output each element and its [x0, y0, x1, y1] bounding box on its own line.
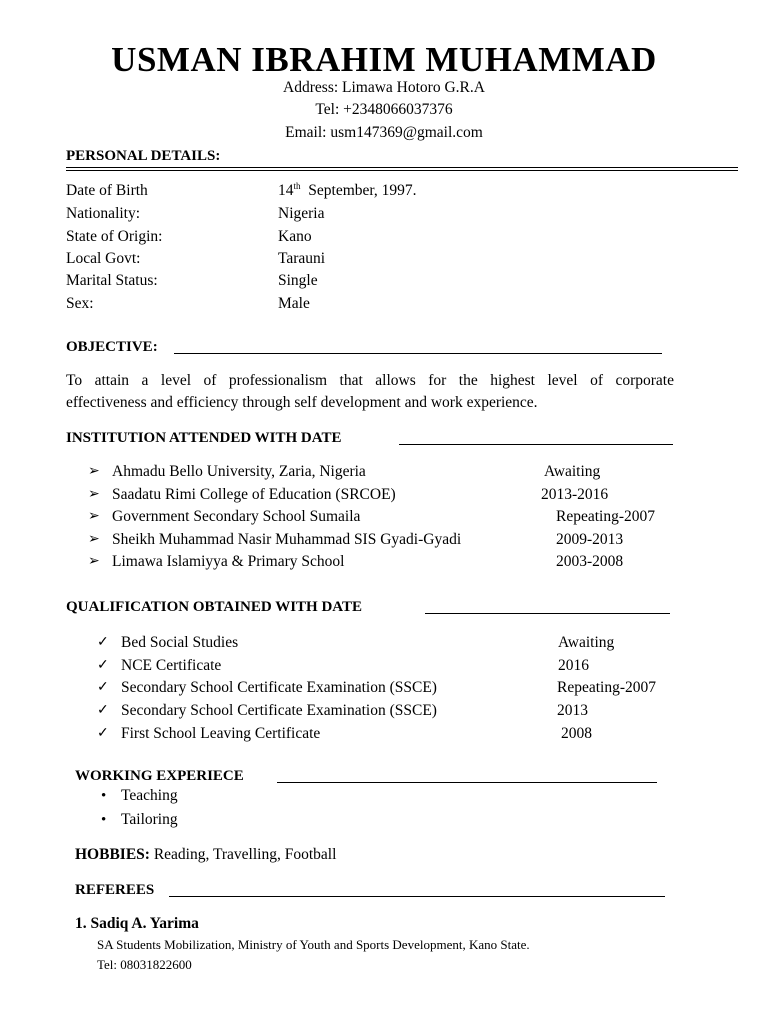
checkmark-icon: ✓: [97, 658, 109, 673]
arrow-bullet-icon: ➢: [88, 464, 100, 479]
hobbies-value: Reading, Travelling, Football: [149, 846, 337, 863]
institution-name: Ahmadu Bello University, Zaria, Nigeria: [112, 463, 366, 480]
detail-value: Kano: [278, 228, 312, 245]
qualification-name: First School Leaving Certificate: [121, 725, 321, 742]
arrow-bullet-icon: ➢: [88, 487, 100, 502]
personal-details-rule: [66, 167, 738, 168]
referee-name: 1. Sadiq A. Yarima: [75, 915, 199, 932]
detail-row-sex: [0, 294, 768, 314]
arrow-bullet-icon: ➢: [88, 509, 100, 524]
institution-date: 2003-2008: [556, 553, 624, 570]
work-item-text: Tailoring: [121, 811, 178, 828]
qualification-item: [0, 701, 768, 721]
qualifications-heading: QUALIFICATION OBTAINED WITH DATE: [66, 599, 363, 615]
institution-item: [0, 507, 768, 527]
institution-item: [0, 552, 768, 572]
arrow-bullet-icon: ➢: [88, 554, 100, 569]
bullet-icon: •: [101, 812, 107, 828]
detail-label: Nationality:: [66, 205, 141, 222]
institution-date: 2009-2013: [556, 531, 624, 548]
qualification-date: 2008: [561, 725, 592, 742]
detail-value: Nigeria: [278, 205, 325, 222]
checkmark-icon: ✓: [97, 726, 109, 741]
work-item-text: Teaching: [121, 787, 178, 804]
referee-phone: Tel: 08031822600: [97, 957, 192, 972]
detail-row-marital: [0, 271, 768, 291]
detail-row-dob: [0, 181, 768, 201]
detail-row-nationality: [0, 204, 768, 224]
work-heading: WORKING EXPERIECE: [75, 768, 244, 784]
institution-name: Saadatu Rimi College of Education (SRCOE): [112, 486, 396, 503]
institution-name: Limawa Islamiyya & Primary School: [112, 553, 345, 570]
institutions-rule: [399, 444, 673, 445]
institution-item: [0, 530, 768, 550]
qualification-name: Secondary School Certificate Examination (SSCE): [121, 679, 437, 696]
objective-heading: OBJECTIVE:: [66, 339, 158, 355]
qualification-date: 2013: [557, 702, 588, 719]
phone-line: Tel: +2348066037376: [315, 101, 453, 118]
objective-text: To attain a level of professionalism that allows for the highest level of corporate effectiveness and efficiency through self development and work experience.: [66, 372, 674, 411]
hobbies-line: [75, 845, 336, 865]
arrow-bullet-icon: ➢: [88, 532, 100, 547]
personal-details-rule-2: [66, 170, 738, 171]
work-rule: [277, 782, 657, 783]
qualification-date: Awaiting: [558, 634, 615, 651]
work-item: [0, 786, 768, 806]
institution-date: 2013-2016: [541, 486, 609, 503]
detail-label: Sex:: [66, 295, 94, 312]
institution-name: Government Secondary School Sumaila: [112, 508, 361, 525]
qualification-item: [0, 633, 768, 653]
qualifications-rule: [425, 613, 670, 614]
detail-value: 14th September, 1997.: [278, 181, 417, 199]
institution-item: [0, 462, 768, 482]
detail-label: State of Origin:: [66, 228, 163, 245]
personal-details-heading: PERSONAL DETAILS:: [66, 148, 221, 164]
checkmark-icon: ✓: [97, 680, 109, 695]
qualification-name: Secondary School Certificate Examination (SSCE): [121, 702, 437, 719]
detail-value: Tarauni: [278, 250, 326, 267]
detail-value: Single: [278, 272, 318, 289]
institution-item: [0, 485, 768, 505]
qualification-date: 2016: [558, 657, 589, 674]
objective-rule: [174, 353, 662, 354]
checkmark-icon: ✓: [97, 703, 109, 718]
qualification-item: [0, 656, 768, 676]
detail-row-lga: [0, 249, 768, 269]
referees-heading: REFEREES: [75, 882, 155, 898]
checkmark-icon: ✓: [97, 635, 109, 650]
detail-label: Local Govt:: [66, 250, 141, 267]
email-line: Email: usm147369@gmail.com: [285, 124, 483, 141]
address-line: Address: Limawa Hotoro G.R.A: [283, 79, 485, 96]
institution-date: Awaiting: [544, 463, 601, 480]
qualification-date: Repeating-2007: [557, 679, 657, 696]
referees-rule: [169, 896, 665, 897]
detail-label: Date of Birth: [66, 182, 148, 199]
hobbies-label: HOBBIES:: [75, 846, 150, 863]
referee-position: SA Students Mobilization, Ministry of Youth and Sports Development, Kano State.: [97, 937, 530, 952]
institution-name: Sheikh Muhammad Nasir Muhammad SIS Gyadi-Gyadi: [112, 531, 462, 548]
qualification-name: NCE Certificate: [121, 657, 222, 674]
qualification-name: Bed Social Studies: [121, 634, 239, 651]
institution-date: Repeating-2007: [556, 508, 656, 525]
detail-row-state: [0, 227, 768, 247]
qualification-item: [0, 678, 768, 698]
detail-value: Male: [278, 295, 310, 312]
institutions-heading: INSTITUTION ATTENDED WITH DATE: [66, 430, 342, 446]
resume-name: USMAN IBRAHIM MUHAMMAD: [111, 40, 657, 79]
qualification-item: [0, 724, 768, 744]
bullet-icon: •: [101, 788, 107, 804]
detail-label: Marital Status:: [66, 272, 158, 289]
work-item: [0, 810, 768, 830]
